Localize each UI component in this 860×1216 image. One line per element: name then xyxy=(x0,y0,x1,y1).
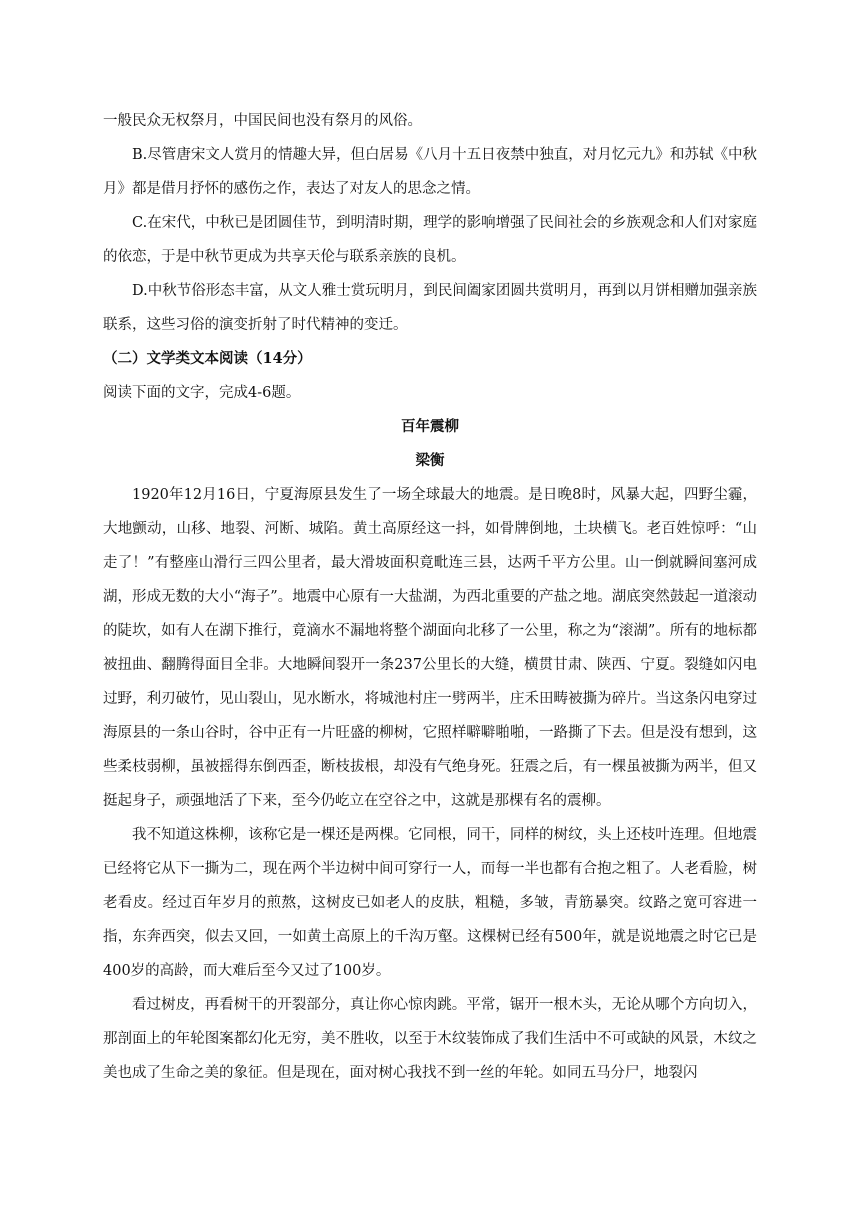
article-paragraph-3: 看过树皮，再看树干的开裂部分，真让你心惊肉跳。平常，锯开一根木头，无论从哪个方向切入，那剖面上的年轮图案都幻化无穷，美不胜收，以至于木纹装饰成了我们生活中不可或缺的风景，木纹之美也成了生命之美的象征。但是现在，面对树心我找不到一丝的年轮。如同五马分尸，地裂闪 xyxy=(103,997,757,1081)
option-d: D.中秋节俗形态丰富，从文人雅士赏玩明月，到民间阖家团圆共赏明月，再到以月饼相赠加强亲族联系，这些习俗的演变折射了时代精神的变迁。 xyxy=(103,283,757,333)
article-title: 百年震柳 xyxy=(401,418,459,435)
option-b: B.尽管唐宋文人赏月的情趣大异，但白居易《八月十五日夜禁中独直，对月忆元九》和苏轼《中秋月》都是借月抒怀的感伤之作，表达了对友人的思念之情。 xyxy=(103,147,757,197)
article-paragraph-2: 我不知道这株柳，该称它是一棵还是两棵。它同根，同干，同样的树纹，头上还枝叶连理。但地震已经将它从下一撕为二，现在两个半边树中间可穿行一人，而每一半也都有合抱之粗了。人老看脸，树老看皮。经过百年岁月的煎熬，这树皮已如老人的皮肤，粗糙，多皱，青筋暴突。纹路之宽可容进一指，东奔西突，似去又回，一如黄土高原上的千沟万壑。这棵树已经有500年，就是说地震之时它已是400岁的高龄，而大难后至今又过了100岁。 xyxy=(103,827,757,979)
document-body xyxy=(103,104,757,1090)
option-c: C.在宋代，中秋已是团圆佳节，到明清时期，理学的影响增强了民间社会的乡族观念和人们对家庭的依恋，于是中秋节更成为共享天伦与联系亲族的良机。 xyxy=(103,215,757,265)
section-heading: （二）文学类文本阅读（14分） xyxy=(103,350,312,367)
reading-instruction: 阅读下面的文字，完成4-6题。 xyxy=(103,385,301,401)
article-paragraph-1: 1920年12月16日，宁夏海原县发生了一场全球最大的地震。是日晚8时，风暴大起，四野尘霾，大地颤动，山移、地裂、河断、城陷。黄土高原经这一抖，如骨牌倒地，土块横飞。老百姓惊呼：“山走了！”有整座山滑行三四公里者，最大滑坡面积竟毗连三县，达两千平方公里。山一倒就瞬间塞河成湖，形成无数的大小“海子”。地震中心原有一大盐湖，为西北重要的产盐之地。湖底突然鼓起一道滚动的陡坎，如有人在湖下推行，竟滴水不漏地将整个湖面向北移了一公里，称之为“滚湖”。所有的地标都被扭曲、翻腾得面目全非。大地瞬间裂开一条237公里长的大缝，横贯甘肃、陕西、宁夏。裂缝如闪电过野，利刃破竹，见山裂山，见水断水，将城池村庄一劈两半，庄禾田畴被撕为碎片。当这条闪电穿过海原县的一条山谷时，谷中正有一片旺盛的柳树，它照样噼噼啪啪，一路撕了下去。但是没有想到，这些柔枝弱柳，虽被摇得东倒西歪，断枝拔根，却没有气绝身死。狂震之后，有一棵虽被撕为两半，但又挺起身子，顽强地活了下来，至今仍屹立在空谷之中，这就是那棵有名的震柳。 xyxy=(103,487,757,809)
article-author: 梁衡 xyxy=(415,452,445,469)
paragraph-continuation: 一般民众无权祭月，中国民间也没有祭月的风俗。 xyxy=(103,113,422,129)
